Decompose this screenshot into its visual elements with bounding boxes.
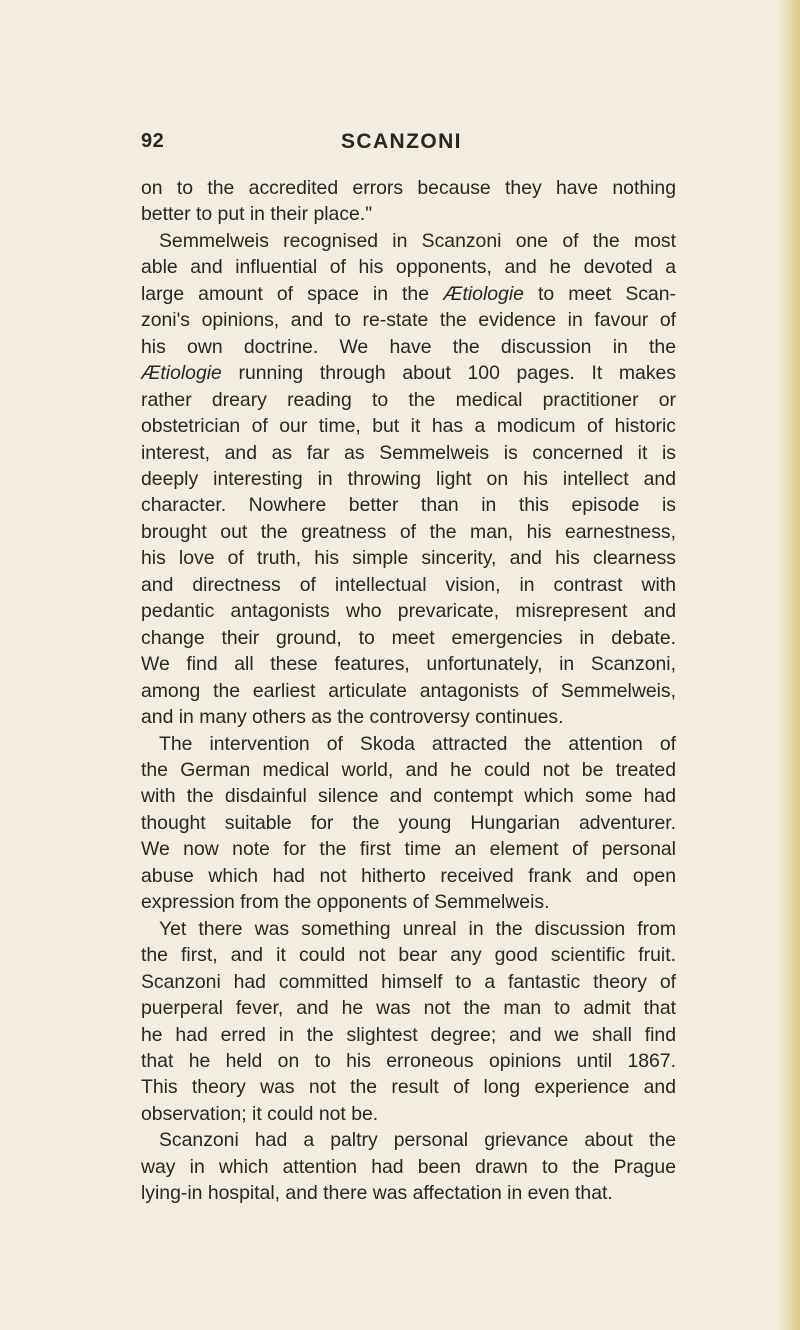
- text-line: Scanzoni had a paltry personal grievance about the: [159, 1129, 676, 1152]
- text-line: Semmelweis recognised in Scanzoni one of the most: [159, 229, 676, 252]
- text-line: This theory was not the result of long experience and: [141, 1076, 676, 1099]
- page-edge: [778, 0, 800, 1330]
- text-line: his own doctrine. We have the discussion in the: [141, 335, 676, 358]
- text-line: able and influential of his opponents, and he devoted a: [141, 256, 676, 279]
- text-segment: to meet Scan-: [537, 282, 677, 305]
- text-line: We now note for the first time an element of personal: [141, 838, 676, 861]
- text-line: change their ground, to meet emergencies in debate.: [141, 626, 676, 649]
- italic-title: Ætiologie: [443, 282, 524, 305]
- body-text: [141, 175, 676, 1207]
- text-line: on to the accredited errors because they have nothing: [141, 177, 676, 199]
- text-line: rather dreary reading to the medical practitioner or: [141, 388, 676, 411]
- text-line: puerperal fever, and he was not the man to admit that: [141, 997, 676, 1020]
- text-line: zoni's opinions, and to re-state the evidence in favour of: [141, 309, 676, 332]
- text-line: character. Nowhere better than in this episode is: [141, 494, 676, 517]
- text-line: [141, 360, 676, 386]
- text-line: We find all these features, unfortunately, in Scanzoni,: [141, 653, 676, 676]
- text-line: observation; it could not be.: [141, 1102, 379, 1125]
- text-line: that he held on to his erroneous opinions until 1867.: [141, 1049, 676, 1072]
- text-line: pedantic antagonists who prevaricate, misrepresent and: [141, 600, 676, 623]
- text-line: thought suitable for the young Hungarian adventurer.: [141, 811, 676, 834]
- text-line: lying-in hospital, and there was affectation in even that.: [141, 1182, 613, 1205]
- text-line: deeply interesting in throwing light on his intellect and: [141, 467, 676, 490]
- text-line: interest, and as far as Semmelweis is concerned it is: [141, 441, 676, 464]
- text-line: better to put in their place.": [141, 203, 373, 226]
- text-line: obstetrician of our time, but it has a modicum of historic: [141, 415, 676, 438]
- text-line: the German medical world, and he could not be treated: [141, 758, 676, 781]
- text-segment: running through about 100 pages. It makes: [238, 362, 677, 385]
- text-line: and in many others as the controversy continues.: [141, 706, 564, 729]
- text-line: [141, 281, 676, 307]
- text-line: his love of truth, his simple sincerity, and his clearness: [141, 547, 676, 570]
- text-line: Scanzoni had committed himself to a fantastic theory of: [141, 970, 676, 993]
- text-line: with the disdainful silence and contempt which some had: [141, 785, 676, 808]
- text-line: way in which attention had been drawn to the Prague: [141, 1155, 676, 1178]
- text-segment: large amount of space in the: [141, 282, 430, 305]
- text-line: and directness of intellectual vision, in contrast with: [141, 573, 676, 596]
- text-line: expression from the opponents of Semmelweis.: [141, 891, 550, 914]
- page-header: [141, 130, 661, 160]
- running-head: SCANZONI: [341, 130, 462, 153]
- text-line: The intervention of Skoda attracted the attention of: [159, 732, 676, 755]
- text-line: brought out the greatness of the man, his earnestness,: [141, 520, 676, 543]
- text-line: Yet there was something unreal in the discussion from: [159, 917, 676, 940]
- text-line: among the earliest articulate antagonists of Semmelweis,: [141, 679, 676, 702]
- text-line: the first, and it could not bear any good scientific fruit.: [141, 944, 676, 967]
- page-number: 92: [141, 130, 165, 152]
- text-line: abuse which had not hitherto received frank and open: [141, 864, 676, 887]
- italic-title: Ætiologie: [141, 362, 222, 385]
- text-line: he had erred in the slightest degree; and we shall find: [141, 1023, 676, 1046]
